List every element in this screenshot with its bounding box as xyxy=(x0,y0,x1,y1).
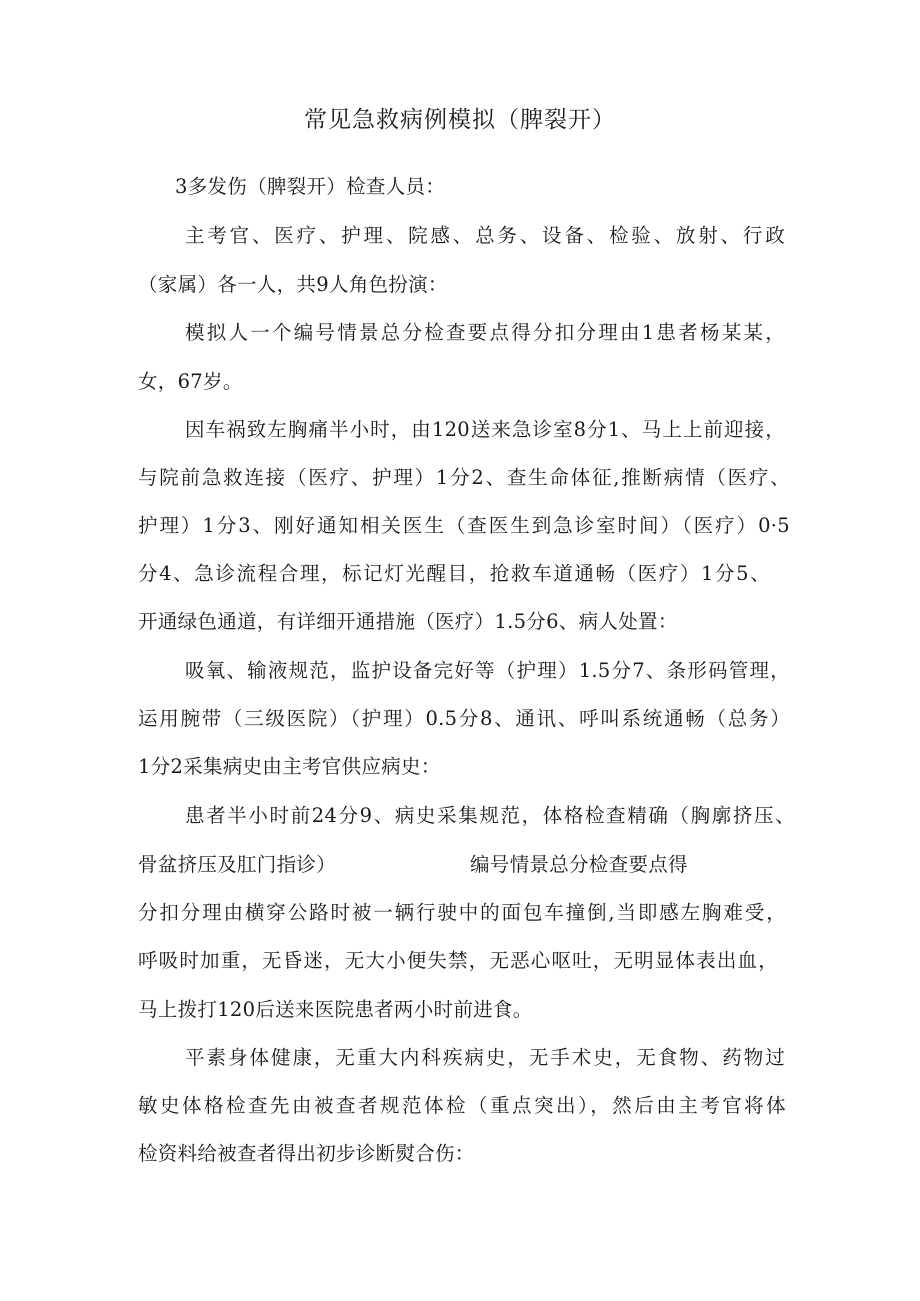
paragraph-line: 患者半小时前24分9、病史采集规范，体格检查精确（胸廓挤压、 xyxy=(185,804,795,827)
document-title: 常见急救病例模拟（脾裂开） xyxy=(304,107,616,133)
paragraph-line: 运用腕带（三级医院）（护理）0.5分8、通讯、呼叫系统通畅（总务） xyxy=(138,707,790,730)
paragraph-line: 分4、急诊流程合理，标记灯光醒目，抢救车道通畅（医疗）1分5、 xyxy=(138,562,770,585)
paragraph-line: 吸氧、输液规范，监护设备完好等（护理）1.5分7、条形码管理， xyxy=(185,659,790,682)
paragraph-line: 平素身体健康，无重大内科疾病史，无手术史，无食物、药物过 xyxy=(185,1046,785,1069)
paragraph-line: 开通绿色通道，有详细开通措施（医疗）1.5分6、病人处置： xyxy=(138,610,678,633)
paragraph-line: 因车祸致左胸痛半小时，由120送来急诊室8分1、马上上前迎接， xyxy=(185,418,785,441)
paragraph-line: 女，67岁。 xyxy=(138,370,243,393)
paragraph-line: 与院前急救连接（医疗、护理）1分2、查生命体征,推断病情（医疗、 xyxy=(138,466,790,489)
paragraph-line: 骨盆挤压及肛门指诊） xyxy=(138,853,337,876)
paragraph-line: 1分2采集病史由主考官供应病史： xyxy=(138,755,441,778)
paragraph-line: （家属）各一人，共9人角色扮演： xyxy=(138,273,448,296)
paragraph-line: 模拟人一个编号情景总分检查要点得分扣分理由1患者杨某某， xyxy=(185,321,785,344)
paragraph-line: 护理）1分3、刚好通知相关医生（查医生到急诊室时间）（医疗）0·5 xyxy=(138,514,790,537)
paragraph-line: 分扣分理由横穿公路时被一辆行驶中的面包车撞倒,当即感左胸难受， xyxy=(138,901,786,924)
paragraph-line: 马上拨打120后送来医院患者两小时前进食。 xyxy=(138,998,533,1021)
paragraph-line: 检资料给被查者得出初步诊断熨合伤： xyxy=(138,1142,475,1165)
paragraph-line: 呼吸时加重，无昏迷，无大小便失禁，无恶心呕吐，无明显体表出血， xyxy=(138,949,778,972)
paragraph-line: 敏史体格检查先由被查者规范体检（重点突出），然后由主考官将体 xyxy=(138,1094,786,1117)
paragraph-line: 3多发伤（脾裂开）检查人员： xyxy=(175,175,446,198)
paragraph-line: 主考官、医疗、护理、院感、总务、设备、检验、放射、行政 xyxy=(185,224,785,247)
paragraph-line: 编号情景总分检查要点得 xyxy=(470,853,688,876)
